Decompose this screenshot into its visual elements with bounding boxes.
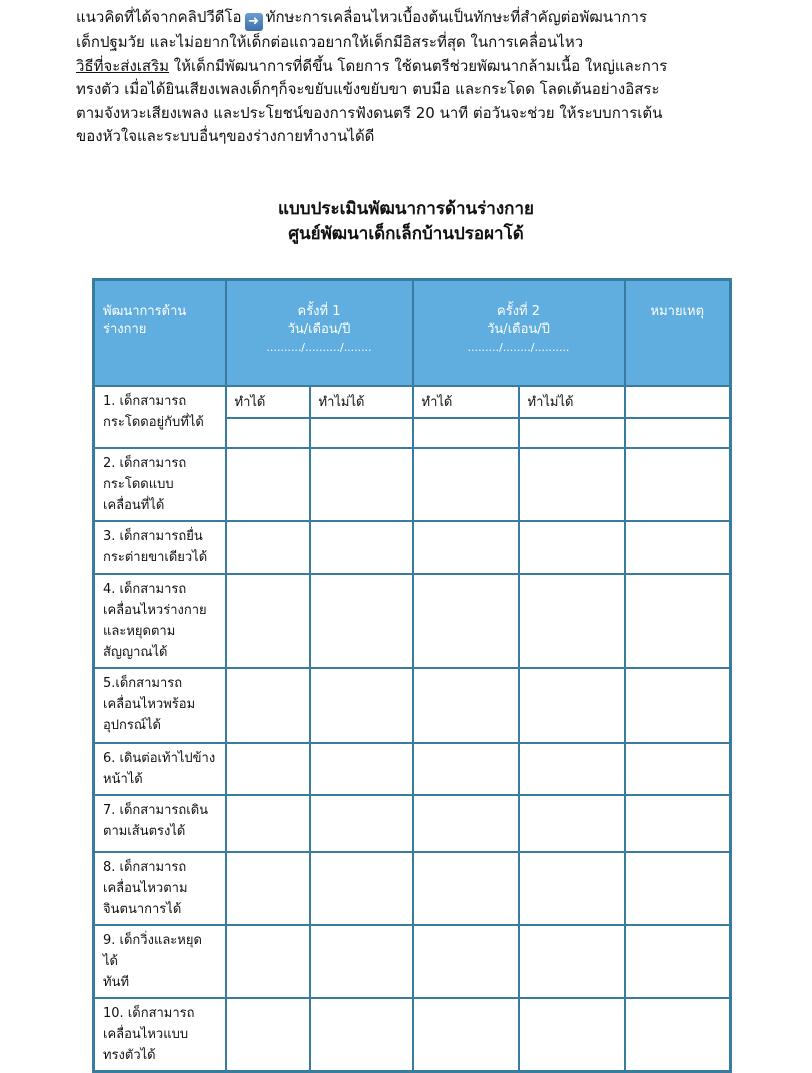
check-cell[interactable] bbox=[413, 448, 519, 521]
check-cell[interactable] bbox=[413, 925, 519, 998]
table-row bbox=[94, 521, 731, 574]
check-cell[interactable] bbox=[310, 743, 413, 795]
intro-line-5: ตามจังหวะเสียงเพลง และประโยชน์ของการฟังดนตรี 20 นาที ต่อวันจะช่วย ให้ระบบการเต้น bbox=[76, 103, 663, 122]
check-cell[interactable] bbox=[519, 521, 625, 574]
intro-line-2: เด็กปฐมวัย และไม่อยากให้เด็กต่อแถวอยากให้เด็กมีอิสระที่สุด ในการเคลื่อนไหว bbox=[76, 33, 584, 51]
header-remark: หมายเหตุ bbox=[625, 280, 731, 387]
check-cell[interactable] bbox=[413, 668, 519, 743]
check-cell[interactable] bbox=[310, 998, 413, 1072]
table-row bbox=[94, 574, 731, 668]
table-row bbox=[94, 998, 731, 1072]
check-cell[interactable] bbox=[226, 925, 310, 998]
intro-line-4: ทรงตัว เมื่อได้ยินเสียงเพลงเด็กๆก็จะขยับแข้งขยับขา ตบมือ และกระโดด โลดเต้นอย่างอิสระ bbox=[76, 80, 660, 98]
table-row bbox=[94, 668, 731, 743]
check-cell[interactable] bbox=[519, 852, 625, 925]
header-round-2 bbox=[413, 280, 625, 387]
item-label: 6. เดินต่อเท้าไปข้าง หน้าได้ bbox=[94, 743, 226, 795]
check-cell[interactable] bbox=[310, 574, 413, 668]
remark-cell[interactable] bbox=[625, 386, 731, 418]
round-1-date-field[interactable]: ........../........../........ bbox=[266, 341, 372, 354]
check-cell[interactable] bbox=[310, 668, 413, 743]
intro-text: แนวคิดที่ได้จากคลิปวีดีโอ bbox=[76, 8, 242, 26]
round-2-label: ครั้งที่ 2 bbox=[497, 304, 541, 319]
remark-cell[interactable] bbox=[625, 743, 731, 795]
form-subtitle: ศูนย์พัฒนาเด็กเล็กบ้านปรอผาโด้ bbox=[288, 224, 524, 244]
item-label: 3. เด็กสามารถยื่น กระต่ายขาเดียวได้ bbox=[94, 521, 226, 574]
item-label: 10. เด็กสามารถ เคลื่อนไหวแบบ ทรงตัวได้ bbox=[94, 998, 226, 1072]
check-cell[interactable] bbox=[519, 418, 625, 448]
check-cell[interactable] bbox=[413, 418, 519, 448]
remark-cell[interactable] bbox=[625, 998, 731, 1072]
check-cell[interactable] bbox=[310, 925, 413, 998]
table-row bbox=[94, 743, 731, 795]
intro-paragraph bbox=[76, 6, 756, 149]
round-2-date-field[interactable]: ........./......../.......... bbox=[467, 341, 570, 354]
remark-cell[interactable] bbox=[625, 418, 731, 448]
remark-cell[interactable] bbox=[625, 448, 731, 521]
item-label: 4. เด็กสามารถ เคลื่อนไหวร่างกาย และหยุดตาม สัญญาณได้ bbox=[94, 574, 226, 668]
item-label: 8. เด็กสามารถ เคลื่อนไหวตาม จินตนาการได้ bbox=[94, 852, 226, 925]
check-cell[interactable] bbox=[519, 574, 625, 668]
check-cell[interactable] bbox=[519, 448, 625, 521]
subheader-can: ทำได้ bbox=[226, 386, 310, 418]
remark-cell[interactable] bbox=[625, 795, 731, 852]
check-cell[interactable] bbox=[310, 795, 413, 852]
item-label: 5.เด็กสามารถ เคลื่อนไหวพร้อม อุปกรณ์ได้ bbox=[94, 668, 226, 743]
check-cell[interactable] bbox=[519, 795, 625, 852]
check-cell[interactable] bbox=[226, 574, 310, 668]
subheader-cannot: ทำไม่ได้ bbox=[519, 386, 625, 418]
check-cell[interactable] bbox=[226, 521, 310, 574]
remark-cell[interactable] bbox=[625, 852, 731, 925]
check-cell[interactable] bbox=[226, 852, 310, 925]
check-cell[interactable] bbox=[519, 925, 625, 998]
check-cell[interactable] bbox=[413, 574, 519, 668]
check-cell[interactable] bbox=[226, 998, 310, 1072]
intro-line-1 bbox=[76, 6, 756, 31]
round-2-date-label: วัน/เดือน/ปี bbox=[487, 322, 550, 337]
remark-cell[interactable] bbox=[625, 925, 731, 998]
table-row bbox=[94, 386, 731, 418]
intro-text: ทักษะการเคลื่อนไหวเบื้องต้นเป็นทักษะที่สำคัญต่อพัฒนาการ bbox=[265, 8, 648, 26]
header-domain: พัฒนาการด้าน ร่างกาย bbox=[94, 280, 226, 387]
check-cell[interactable] bbox=[310, 852, 413, 925]
check-cell[interactable] bbox=[310, 418, 413, 448]
check-cell[interactable] bbox=[226, 795, 310, 852]
table-row bbox=[94, 852, 731, 925]
check-cell[interactable] bbox=[519, 743, 625, 795]
remark-cell[interactable] bbox=[625, 574, 731, 668]
check-cell[interactable] bbox=[413, 743, 519, 795]
table-row bbox=[94, 795, 731, 852]
check-cell[interactable] bbox=[226, 418, 310, 448]
intro-text: ให้เด็กมีพัฒนาการที่ดีขึ้น โดยการ ใช้ดนตรีช่วยพัฒนากล้ามเนื้อ ใหญ่และการ bbox=[169, 56, 668, 75]
item-label: 2. เด็กสามารถ กระโดดแบบ เคลื่อนที่ได้ bbox=[94, 448, 226, 521]
right-arrow-icon: ➜ bbox=[245, 13, 263, 31]
table-row bbox=[94, 448, 731, 521]
subheader-cannot: ทำไม่ได้ bbox=[310, 386, 413, 418]
item-label: 7. เด็กสามารถเดิน ตามเส้นตรงได้ bbox=[94, 795, 226, 852]
item-label: 9. เด็กวิ่งและหยุดได้ ทันที bbox=[94, 925, 226, 998]
check-cell[interactable] bbox=[226, 448, 310, 521]
intro-line-3 bbox=[76, 55, 756, 79]
round-1-label: ครั้งที่ 1 bbox=[297, 304, 341, 319]
item-label: 1. เด็กสามารถ กระโดดอยู่กับที่ได้ bbox=[94, 386, 226, 448]
check-cell[interactable] bbox=[519, 668, 625, 743]
round-1-date-label: วัน/เดือน/ปี bbox=[287, 322, 351, 337]
table-row bbox=[94, 925, 731, 998]
intro-underlined-text: วิธีที่จะส่งเสริม bbox=[76, 56, 170, 75]
check-cell[interactable] bbox=[226, 668, 310, 743]
subheader-can: ทำได้ bbox=[413, 386, 519, 418]
assessment-table bbox=[92, 278, 732, 1073]
check-cell[interactable] bbox=[413, 998, 519, 1072]
remark-cell[interactable] bbox=[625, 668, 731, 743]
check-cell[interactable] bbox=[310, 448, 413, 521]
form-title: แบบประเมินพัฒนาการด้านร่างกาย bbox=[278, 199, 534, 219]
check-cell[interactable] bbox=[519, 998, 625, 1072]
intro-line-6: ของหัวใจและระบบอื่นๆของร่างกายทำงานได้ดี bbox=[76, 127, 375, 145]
remark-cell[interactable] bbox=[625, 521, 731, 574]
check-cell[interactable] bbox=[413, 521, 519, 574]
check-cell[interactable] bbox=[413, 852, 519, 925]
check-cell[interactable] bbox=[413, 795, 519, 852]
header-round-1 bbox=[226, 280, 413, 387]
check-cell[interactable] bbox=[226, 743, 310, 795]
check-cell[interactable] bbox=[310, 521, 413, 574]
table-header-row bbox=[94, 280, 731, 387]
